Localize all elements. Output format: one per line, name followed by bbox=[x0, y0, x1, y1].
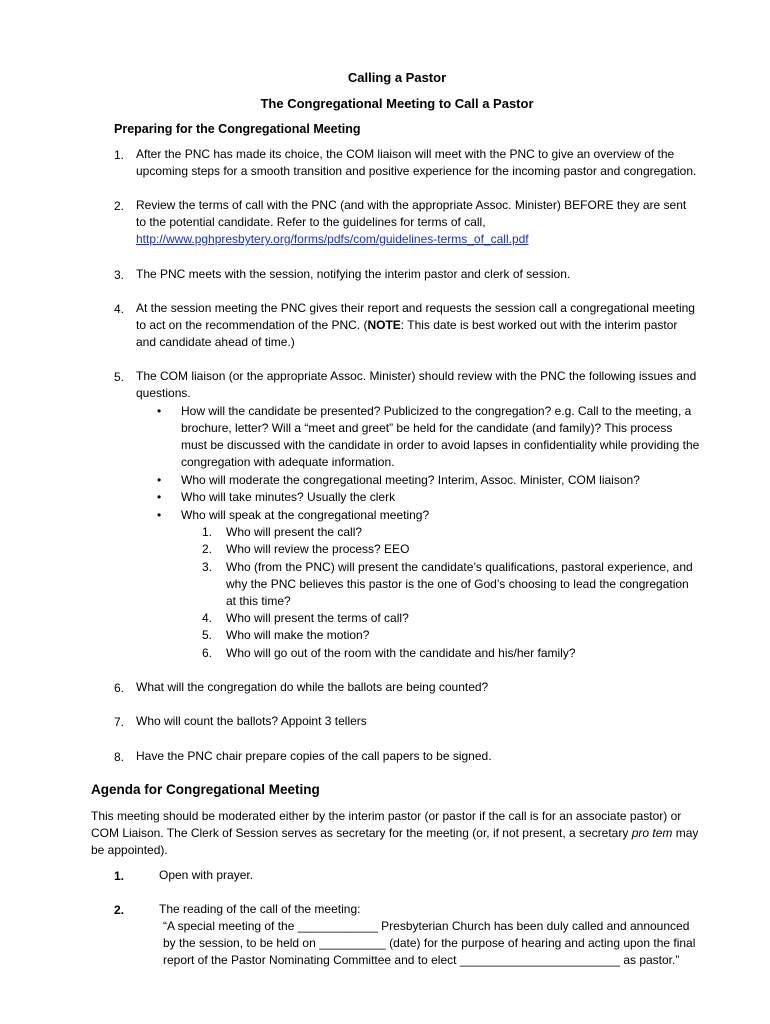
list-item-text: Who will count the ballots? Appoint 3 tellers bbox=[136, 714, 367, 728]
sub-list-number: 6. bbox=[202, 646, 213, 660]
sub-list-text: Who will present the terms of call? bbox=[226, 611, 409, 625]
list-number: 1. bbox=[114, 148, 125, 162]
list-number: 5. bbox=[114, 370, 125, 384]
bullet-icon: • bbox=[157, 490, 162, 504]
list-item bbox=[136, 197, 698, 248]
list-item-text: Review the terms of call with the PNC (and with the appropriate Assoc. Minister) BEFORE they are sent to the potential candidate. Refer to the guidelines for terms of call, bbox=[136, 198, 687, 229]
agenda-item bbox=[159, 901, 699, 969]
list-item-text: Have the PNC chair prepare copies of the call papers to be signed. bbox=[136, 749, 492, 763]
bullet-icon: • bbox=[157, 508, 162, 522]
intro-italic: pro tem bbox=[631, 826, 673, 840]
agenda-number: 1. bbox=[114, 869, 125, 883]
list-number: 3. bbox=[114, 268, 125, 282]
sub-list-text: Who (from the PNC) will present the candidate’s qualifications, pastoral experience, and why the PNC believes this pastor is the one of God’s choosing to lead the congregation at this time? bbox=[226, 560, 693, 608]
sub-list-number: 5. bbox=[202, 628, 213, 642]
note-label: NOTE bbox=[367, 318, 401, 332]
sub-list-text: Who will review the process? EEO bbox=[226, 542, 410, 556]
bullet-icon: • bbox=[157, 473, 162, 487]
section-heading-preparing: Preparing for the Congregational Meeting bbox=[114, 122, 361, 136]
list-item-text: After the PNC has made its choice, the COM liaison will meet with the PNC to give an overview of the upcoming steps for a smooth transition and positive experience for the incoming pastor and congregation. bbox=[136, 147, 697, 178]
bullet-text: Who will take minutes? Usually the clerk bbox=[181, 490, 396, 504]
sub-list-text: Who will make the motion? bbox=[226, 628, 370, 642]
call-quote: “A special meeting of the ____________ Presbyterian Church has been duly called and announced by the session, to be held on __________ (date) for the purpose of hearing and acting upon the final report of the Pastor Nominating Committee and to elect ________________________ as pastor.” bbox=[163, 919, 696, 967]
list-number: 6. bbox=[114, 681, 125, 695]
document-subtitle: The Congregational Meeting to Call a Pastor bbox=[260, 96, 534, 111]
agenda-intro bbox=[91, 808, 701, 859]
sub-list-number: 2. bbox=[202, 542, 213, 556]
list-number: 7. bbox=[114, 715, 125, 729]
list-item-text: The COM liaison (or the appropriate Assoc. Minister) should review with the PNC the following issues and questions. bbox=[136, 369, 697, 400]
list-item bbox=[136, 300, 698, 351]
section-heading-agenda: Agenda for Congregational Meeting bbox=[91, 782, 320, 797]
guidelines-link[interactable]: http://www.pghpresbytery.org/forms/pdfs/com/guidelines-terms_of_call.pdf bbox=[136, 232, 529, 246]
list-number: 2. bbox=[114, 199, 125, 213]
bullet-icon: • bbox=[157, 404, 162, 418]
sub-list-number: 3. bbox=[202, 560, 213, 574]
bullet-text: How will the candidate be presented? Publicized to the congregation? e.g. Call to the meeting, a brochure, letter? Will a “meet and greet” be held for the candidate (and family)? This process must be discussed with the candidate in order to avoid lapses in confidentiality while providing the congregation with adequate information. bbox=[181, 404, 700, 469]
list-item-text: : This date is best worked out with the interim pastor and candidate ahead of time.) bbox=[136, 318, 678, 349]
agenda-number: 2. bbox=[114, 903, 125, 917]
list-item-text: At the session meeting the PNC gives their report and requests the session call a congregational meeting to act on the recommendation of the PNC. ( bbox=[136, 301, 695, 332]
list-item-text: What will the congregation do while the ballots are being counted? bbox=[136, 680, 489, 694]
bullet-text: Who will moderate the congregational meeting? Interim, Assoc. Minister, COM liaison? bbox=[181, 473, 640, 487]
intro-text: This meeting should be moderated either by the interim pastor (or pastor if the call is for an associate pastor) or COM Liaison. The Clerk of Session serves as secretary for the meeting (or, if not present, a secretary bbox=[91, 809, 682, 840]
sub-list-number: 4. bbox=[202, 611, 213, 625]
bullet-text: Who will speak at the congregational meeting? bbox=[181, 508, 430, 522]
sub-list-text: Who will present the call? bbox=[226, 525, 363, 539]
agenda-item-text: Open with prayer. bbox=[159, 868, 254, 882]
agenda-item-text: The reading of the call of the meeting: bbox=[159, 902, 361, 916]
sub-list-number: 1. bbox=[202, 525, 213, 539]
sub-list-text: Who will go out of the room with the candidate and his/her family? bbox=[226, 646, 576, 660]
list-number: 8. bbox=[114, 750, 125, 764]
list-number: 4. bbox=[114, 302, 125, 316]
document-title: Calling a Pastor bbox=[347, 70, 447, 85]
list-item-text: The PNC meets with the session, notifying the interim pastor and clerk of session. bbox=[136, 267, 571, 281]
intro-text: may be appointed). bbox=[91, 826, 699, 857]
